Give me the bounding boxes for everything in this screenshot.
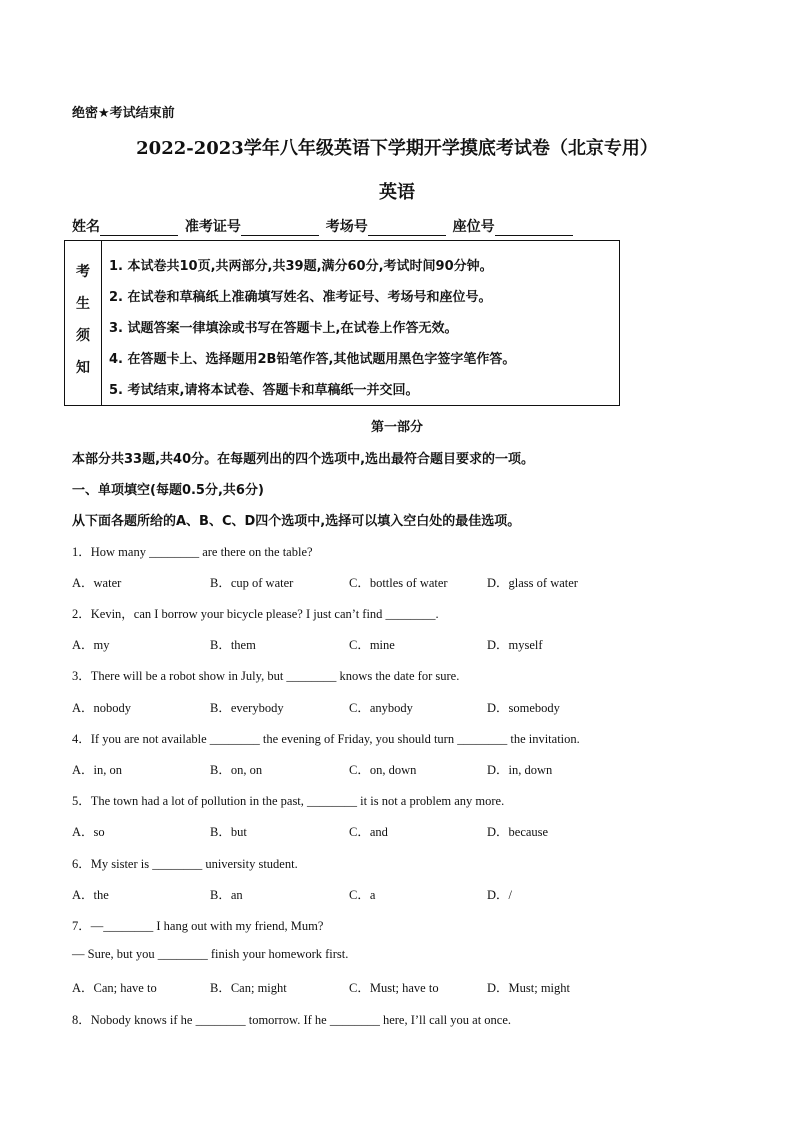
option-b: B．an xyxy=(210,888,243,902)
option-c: C．a xyxy=(349,888,376,902)
option-d: D．/ xyxy=(487,888,513,902)
question-2: 2．Kevin，can I borrow your bicycle please? I just can’t find ________. xyxy=(72,607,439,621)
notice-heading-char: 生 xyxy=(76,296,90,312)
option-a: A．in, on xyxy=(72,763,123,777)
notice-heading-char: 知 xyxy=(76,360,90,376)
notice-item: 1. 本试卷共10页,共两部分,共39题,满分60分,考试时间90分钟。 xyxy=(109,259,493,274)
option-c: C．anybody xyxy=(349,701,413,715)
ticket-number-label: 准考证号 xyxy=(184,219,241,235)
ticket-number-blank xyxy=(241,221,319,236)
notice-item: 5. 考试结束,请将本试卷、答题卡和草稿纸一并交回。 xyxy=(109,383,419,398)
subject-title: 英语 xyxy=(379,182,415,203)
option-c: C．bottles of water xyxy=(349,576,448,590)
seat-number-label: 座位号 xyxy=(452,219,495,235)
option-b: B．on, on xyxy=(210,763,263,777)
question-7: 7．—________ I hang out with my friend, Mum? xyxy=(72,919,324,933)
option-a: A．Can; have to xyxy=(72,981,157,995)
option-d: D．somebody xyxy=(487,701,560,715)
candidate-notice-box xyxy=(64,240,620,406)
notice-item: 4. 在答题卡上、选择题用2B铅笔作答,其他试题用黑色字签字笔作答。 xyxy=(109,352,516,367)
option-b: B．them xyxy=(210,638,256,652)
option-b: B．everybody xyxy=(210,701,284,715)
seat-number-blank xyxy=(495,221,573,236)
notice-heading-char: 考 xyxy=(76,264,90,280)
notice-item: 2. 在试卷和草稿纸上准确填写姓名、准考证号、考场号和座位号。 xyxy=(109,290,492,305)
option-d: D．myself xyxy=(487,638,543,652)
notice-heading-char: 须 xyxy=(76,328,90,344)
notice-item: 3. 试题答案一律填涂或书写在答题卡上,在试卷上作答无效。 xyxy=(109,321,458,336)
option-c: C．and xyxy=(349,825,388,839)
option-a: A．water xyxy=(72,576,122,590)
question-1: 1．How many ________ are there on the table? xyxy=(72,545,313,559)
exam-room-blank xyxy=(368,221,446,236)
option-d: D．because xyxy=(487,825,549,839)
option-d: D．glass of water xyxy=(487,576,578,590)
option-a: A．nobody xyxy=(72,701,132,715)
question-7-response: — Sure, but you ________ finish your homework first. xyxy=(72,947,349,961)
part-one-intro: 本部分共33题,共40分。在每题列出的四个选项中,选出最符合题目要求的一项。 xyxy=(72,452,535,467)
option-d: D．in, down xyxy=(487,763,553,777)
question-4: 4．If you are not available ________ the evening of Friday, you should turn ________ the invitation. xyxy=(72,732,580,746)
option-c: C．Must; have to xyxy=(349,981,439,995)
option-d: D．Must; might xyxy=(487,981,570,995)
part-one-heading: 第一部分 xyxy=(370,420,423,435)
candidate-info-line xyxy=(72,216,575,236)
name-blank xyxy=(100,221,178,236)
question-5: 5．The town had a lot of pollution in the past, ________ it is not a problem any more. xyxy=(72,794,505,808)
section-instruction: 从下面各题所给的A、B、C、D四个选项中,选择可以填入空白处的最佳选项。 xyxy=(72,514,521,529)
option-a: A．my xyxy=(72,638,110,652)
question-8: 8．Nobody knows if he ________ tomorrow. If he ________ here, I’ll call you at once. xyxy=(72,1013,512,1027)
exam-title: 2022-2023学年八年级英语下学期开学摸底考试卷（北京专用） xyxy=(136,138,658,159)
option-a: A．so xyxy=(72,825,105,839)
section-heading: 一、单项填空(每题0.5分,共6分) xyxy=(72,483,264,498)
option-b: B．cup of water xyxy=(210,576,294,590)
option-b: B．but xyxy=(210,825,247,839)
option-c: C．mine xyxy=(349,638,395,652)
question-3: 3．There will be a robot show in July, but ________ knows the date for sure. xyxy=(72,669,460,683)
option-a: A．the xyxy=(72,888,109,902)
confidential-mark: 绝密★考试结束前 xyxy=(72,106,175,121)
name-label: 姓名 xyxy=(72,219,100,235)
notice-heading xyxy=(65,241,102,405)
exam-room-label: 考场号 xyxy=(325,219,368,235)
question-6: 6．My sister is ________ university student. xyxy=(72,857,298,871)
option-b: B．Can; might xyxy=(210,981,287,995)
option-c: C．on, down xyxy=(349,763,417,777)
